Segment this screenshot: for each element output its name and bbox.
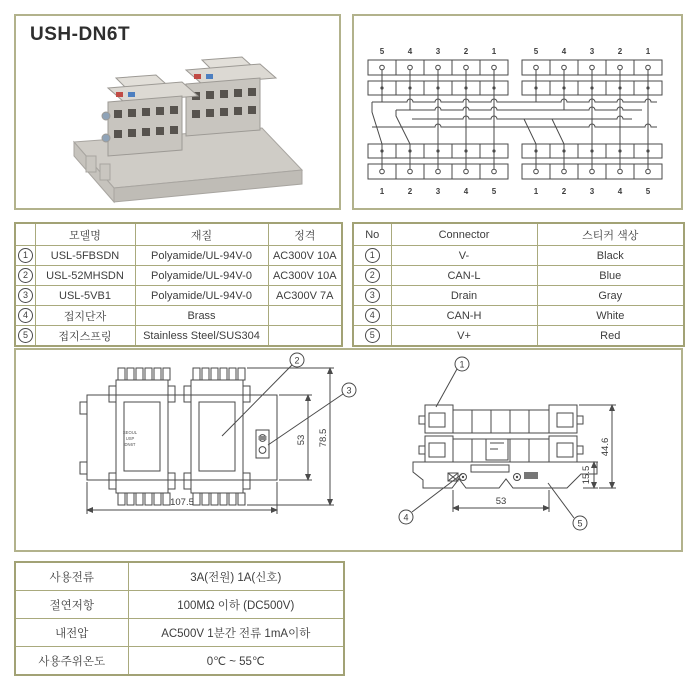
svg-text:3: 3 <box>435 187 441 196</box>
cell-no <box>353 286 391 306</box>
table-row <box>15 306 342 326</box>
drawing-texts <box>123 356 611 529</box>
svg-text:4: 4 <box>617 187 623 196</box>
table-row <box>15 591 344 619</box>
row-number-badge: 1 <box>18 248 33 263</box>
table-row <box>15 286 342 306</box>
table-row <box>353 266 684 286</box>
table-row <box>353 326 684 347</box>
row-number-badge: 1 <box>365 248 380 263</box>
spec-label: 내전압 <box>15 619 128 647</box>
svg-text:2: 2 <box>617 47 623 56</box>
table-header-row <box>15 223 342 246</box>
svg-text:2: 2 <box>407 187 413 196</box>
spec-value: 0℃ ~ 55℃ <box>128 647 344 676</box>
cell-color: Gray <box>537 286 684 306</box>
svg-text:USP: USP <box>125 436 135 441</box>
cell-model: 접지스프링 <box>35 326 135 347</box>
svg-text:5: 5 <box>577 518 583 529</box>
row-number-badge: 5 <box>18 328 33 343</box>
side-view <box>399 357 616 530</box>
svg-text:78.5: 78.5 <box>318 428 329 448</box>
row-number-badge: 2 <box>365 268 380 283</box>
cell-model: 접지단자 <box>35 306 135 326</box>
table-row <box>353 286 684 306</box>
model-spec-table <box>14 222 343 347</box>
header-material: 재질 <box>135 223 268 246</box>
wiring-diagram <box>354 16 681 208</box>
svg-text:4: 4 <box>463 187 469 196</box>
cell-connector: CAN-H <box>391 306 537 326</box>
table-row <box>15 562 344 591</box>
product-photo-panel <box>14 14 341 210</box>
table-row <box>15 647 344 676</box>
cell-connector: V- <box>391 246 537 266</box>
cell-connector: CAN-L <box>391 266 537 286</box>
svg-text:5: 5 <box>645 187 651 196</box>
svg-text:4: 4 <box>407 47 413 56</box>
din-rail <box>413 462 597 488</box>
cell-color: Blue <box>537 266 684 286</box>
header-sticker-color: 스티커 색상 <box>537 223 684 246</box>
red-marker <box>194 74 201 79</box>
cell-connector: V+ <box>391 326 537 347</box>
table-row <box>353 246 684 266</box>
dimension-drawing-panel <box>14 348 683 552</box>
svg-text:4: 4 <box>403 512 409 523</box>
table-row <box>15 326 342 347</box>
svg-text:1: 1 <box>533 187 539 196</box>
electrical-spec-table <box>14 561 345 676</box>
cell-no <box>15 266 35 286</box>
cell-material: Polyamide/UL-94V-0 <box>135 246 268 266</box>
table-row <box>15 619 344 647</box>
product-photo-illustration <box>16 38 339 206</box>
row-number-badge: 3 <box>365 288 380 303</box>
header-empty <box>15 223 35 246</box>
cell-material: Polyamide/UL-94V-0 <box>135 286 268 306</box>
cell-no <box>15 306 35 326</box>
row-number-badge: 4 <box>18 308 33 323</box>
cell-no <box>15 286 35 306</box>
cell-no <box>353 246 391 266</box>
table-row <box>15 266 342 286</box>
svg-text:53: 53 <box>296 434 307 446</box>
row-number-badge: 2 <box>18 268 33 283</box>
callout-3 <box>268 383 356 445</box>
spec-value: 100MΩ 이하 (DC500V) <box>128 591 344 619</box>
svg-text:44.6: 44.6 <box>600 437 611 457</box>
header-model: 모델명 <box>35 223 135 246</box>
blue-marker <box>128 92 135 97</box>
svg-text:DN6T: DN6T <box>124 442 136 447</box>
table-header-row <box>353 223 684 246</box>
svg-text:15.5: 15.5 <box>581 465 592 485</box>
cell-color: Red <box>537 326 684 347</box>
svg-text:3: 3 <box>346 385 352 396</box>
table-row <box>353 306 684 326</box>
spec-label: 절연저항 <box>15 591 128 619</box>
cell-material: Stainless Steel/SUS304 <box>135 326 268 347</box>
header-rating: 정격 <box>268 223 342 246</box>
cell-rating <box>268 326 342 347</box>
red-marker <box>116 92 123 97</box>
table-row <box>15 246 342 266</box>
spec-label: 사용주위온도 <box>15 647 128 676</box>
cell-rating: AC300V 10A <box>268 246 342 266</box>
svg-text:3: 3 <box>589 187 595 196</box>
svg-text:1: 1 <box>379 187 385 196</box>
cell-rating: AC300V 7A <box>268 286 342 306</box>
cell-no <box>15 246 35 266</box>
svg-text:53: 53 <box>495 496 507 507</box>
cell-material: Polyamide/UL-94V-0 <box>135 266 268 286</box>
svg-text:5: 5 <box>491 187 497 196</box>
cell-model: USL-5VB1 <box>35 286 135 306</box>
svg-text:2: 2 <box>294 355 300 366</box>
row-number-badge: 4 <box>365 308 380 323</box>
svg-text:2: 2 <box>561 187 567 196</box>
row-number-badge: 3 <box>18 288 33 303</box>
wiring-diagram-panel <box>352 14 683 210</box>
cell-color: White <box>537 306 684 326</box>
cell-rating: AC300V 10A <box>268 266 342 286</box>
svg-text:1: 1 <box>491 47 497 56</box>
spec-value: 3A(전원) 1A(신호) <box>128 562 344 591</box>
header-connector: Connector <box>391 223 537 246</box>
cell-no <box>353 266 391 286</box>
svg-text:5: 5 <box>379 47 385 56</box>
svg-text:1: 1 <box>645 47 651 56</box>
wiring-bus-lines <box>372 99 657 127</box>
dimension-drawing <box>16 350 681 550</box>
spec-value: AC500V 1분간 전류 1mA이하 <box>128 619 344 647</box>
cell-model: USL-52MHSDN <box>35 266 135 286</box>
svg-text:SEOUL: SEOUL <box>122 430 138 435</box>
cell-connector: Drain <box>391 286 537 306</box>
ground-connector <box>256 430 269 458</box>
module2-teeth <box>193 368 245 505</box>
svg-text:5: 5 <box>533 47 539 56</box>
module-cluster-rear <box>186 57 276 136</box>
cell-rating <box>268 306 342 326</box>
svg-text:3: 3 <box>435 47 441 56</box>
cell-no <box>353 306 391 326</box>
svg-text:4: 4 <box>561 47 567 56</box>
svg-text:2: 2 <box>463 47 469 56</box>
cell-color: Black <box>537 246 684 266</box>
spec-label: 사용전류 <box>15 562 128 591</box>
connector-color-table <box>352 222 685 347</box>
page-title: USH-DN6T <box>30 24 131 45</box>
row-number-badge: 5 <box>365 328 380 343</box>
header-no: No <box>353 223 391 246</box>
svg-text:3: 3 <box>589 47 595 56</box>
wiring-verticals <box>372 68 648 172</box>
pin-numbers <box>380 47 651 196</box>
blue-marker <box>206 74 213 79</box>
cell-model: USL-5FBSDN <box>35 246 135 266</box>
cell-no <box>353 326 391 347</box>
cell-material: Brass <box>135 306 268 326</box>
svg-text:107.5: 107.5 <box>170 497 194 508</box>
svg-text:1: 1 <box>459 359 465 370</box>
cell-no <box>15 326 35 347</box>
top-view <box>80 353 356 514</box>
